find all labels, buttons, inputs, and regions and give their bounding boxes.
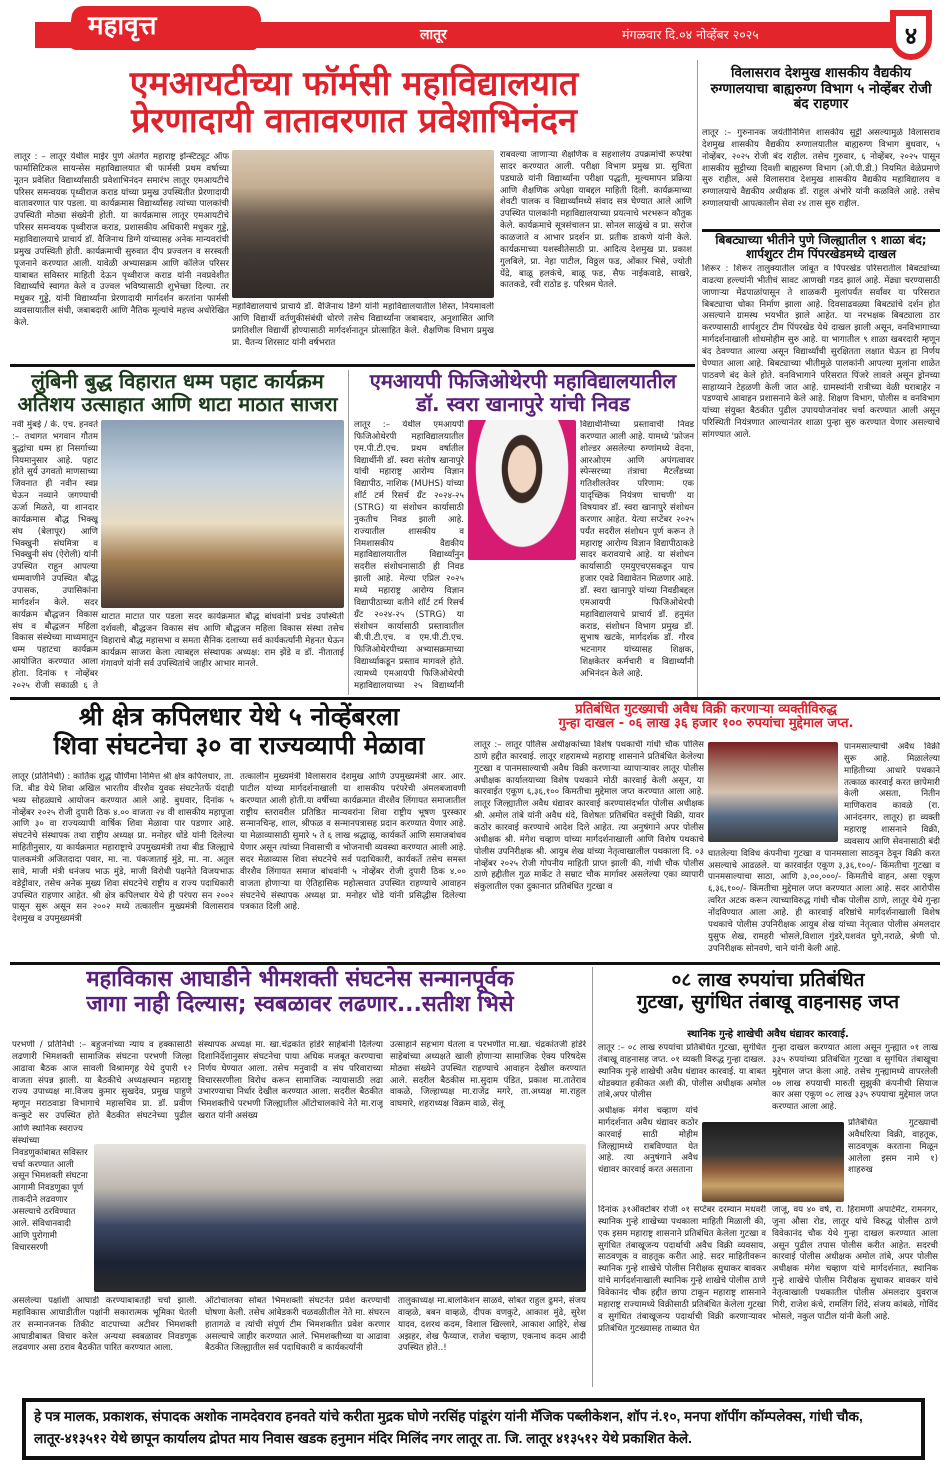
divider: [702, 229, 940, 232]
kapildhar-headline-line2: शिवा संघटनेचा ३० वा राज्यव्यापी मेळावा: [53, 730, 425, 760]
bhimshakti-headline-line1: महाविकास आघाडीने भीमशक्ती संघटनेस सन्मानपूर्वक: [86, 967, 514, 992]
bhimshakti-photo-meeting: [94, 1144, 586, 1292]
divider: [10, 364, 695, 367]
edition-city: लातूर: [420, 27, 447, 43]
gutkha-lcb-body-bottom-left: दिनांक ३१ऑक्टोबर रोजी ०१ सप्टेंबर दरम्यान मधवरी स्थानिक गुन्हे शाखेच्या पथकाला माहिती मिळाली की, एक इसम महाराष्ट्र शासनाने प्रतिबंधित केलेला गुटखा व सुगंधित तंबाखूजन्य पदार्थाची अवैध विक्री व्यवसाय, साठवणूक व वाहतूक करीत आहे. सदर माहितीवरून स्थानिक गुन्हे शाखेचे पोलीस निरीक्षक सुधाकर बावकर यांचे मार्गदर्शनाखाली स्थानिक गुन्हे शाखेचे पोलीस ठाणे विवेकानंद चौक हद्दीत छापा टाकून महाराष्ट्र शासनाने महाराष्ट्र राज्यामध्ये विक्रीसाठी प्रतिबंधित केलेला गुटखा व सुगंधित तंबाखूजन्य पदार्थाची विक्री करणाऱ्यावर प्रतिबंधित गुटख्यासह ताब्यात घेत: [598, 1205, 766, 1334]
bhimshakti-headline-line2: जागा नाही दिल्यास; स्वबळावर लढणार...सतीश भिसे: [86, 992, 514, 1018]
hospital-body: लातूर :– गुरुनानक जयंतीनिमित्त शासकीय सुट्टी असल्यामुळे विलासराव देशमुख शासकीय वैद्यकीय रुग्णालयातील बाह्यरुग्ण विभाग बुधवार, ५ नोव्हेंबर, २०२५ रोजी बंद राहील. तसेच गुरुवार, ६ नोव्हेंबर, २०२५ पासून शासकीय सुट्टीच्या दिवशी बाह्यरुग्ण विभाग (ओ.पी.डी.) नियमित वेळेप्रमाणे सुरु राहील, असे विलासराव देशमुख शासकीय वैद्यकीय महाविद्यालय व रुग्णालयाचे वैद्यकीय अधीक्षक डॉ. राहूल अंभोरे यांनी कळविले आहे. तसेच रुग्णालयाची आपत्कालीन सेवा २४ तास सुरु राहील.: [702, 128, 940, 210]
gutkha-lcb-photo-seizure: [702, 1122, 844, 1202]
leopard-headline: बिबट्याच्या भीतीने पुणे जिल्ह्यातील ९ शाळा बंद; शार्पशुटर टीम पिंपरखेडमध्ये दाखल: [715, 233, 927, 261]
bhimshakti-body-col2-bottom: ऑटोचालका सोबत भिमशक्ती संघटनेत प्रवेश करण्याची घोषणा केली. तसेच आंबेडकरी चळवळीतील नेते मा. संघरत्न हातागळे व त्यांची संपूर्ण टीम भिमशक्तीत प्रवेश करणार असल्याचे जाहीर करण्यात आले. भिमशक्तीच्या या आढावा बैठकीत जिल्ह्यातील सर्व पदाधिकारी व कार्यकर्त्यांनी: [205, 1296, 390, 1354]
gutkha-latur-photo-police: [708, 742, 838, 842]
divider: [10, 962, 940, 965]
divider: [10, 697, 940, 700]
lumbini-headline-line1: लुंबिनी बुद्ध विहारात धम्म पहाट कार्यक्रम: [31, 369, 324, 393]
lead-body-mid: महाविद्यालयाचे प्राचार्य डॉ. वैजिनाथ डिग्गे यांनी महाविद्यालयातील शिस्त, नियमावली आणि विद्यार्थी वर्तणुकीसंबंधी धोरणे तसेच विद्यार्थ्यांना जबाबदार, अनुशासित आणि प्रगतिशील विद्यार्थी होण्यासाठी मार्गदर्शनातून प्रोत्साहित केले. शैक्षणिक विभाग प्रमुख प्रा. चैतन्य शिरसाट यांनी वर्षभरात: [232, 302, 494, 348]
gutkha-lcb-body-left-side: अधीक्षक मंगेश चव्हाण यांचे मार्गदर्शनात अवैध धंद्यावर कठोर कारवाई साठी मोहीम जिल्ह्यामध्ये राबविण्यात येत आहे. त्या अनुषंगाने अवैध धंद्यावर कारवाई करत असताना: [598, 1106, 698, 1176]
lumbini-body-left: नवी मुंबई / के. एच. हनवते :– तथागत भगवान गौतम बुद्धांचा धम्म हा निसर्गाच्या नियमानुसार आहे. पहाट होते सुर्य उगवतो माणसाच्या जिवनात ही नवीन स्वप्न घेऊन नव्याने जगण्याची ऊर्जा मिळते, या शानदार कार्यक्रमास बौद्ध भिक्खू संघ (बेलापूर) आणि भिक्खुनी संघमित्रा व भिक्खुनी संघ (ऐरोली) यांनी उपस्थित राहून आपल्या धम्मवाणीने उपस्थित बौद्ध उपासक, उपासिकांना मार्गदर्शन केले. सदर कार्यक्रम बौद्धजन विकास संघ व बौद्धजन महिला विकास संस्थेच्या माध्यमातून धम्म पहाटचा कार्यक्रम आयोजित करण्यात आला होता. दिनांक १ नोव्हेंबर २०२५ रोजी सकाळी ६ ते: [12, 420, 98, 691]
lumbini-headline-line2: अतिशय उत्साहात आणि थाटा माठात साजरा: [17, 392, 338, 416]
gutkha-lcb-body-left-top: लातूर :– ०८ लाख रुपयांचा प्रतिबंधित गुटखा, सुगंधित तंबाखू वाहनासह जप्त. ०१ व्यक्ती विरुद्ध गुन्हा दाखल. स्थानिक गुन्हे शाखेची अवैध धंद्यावर कारवाई. या बाबत थोडक्यात हकीकत अशी की, पोलीस अधीक्षक अमोल तांबे,अपर पोलीस: [598, 1043, 766, 1101]
kapildhar-headline: [10, 703, 468, 761]
gutkha-lcb-headline-line1: ०८ लाख रुपयांचा प्रतिबंधित: [671, 969, 865, 991]
gutkha-lcb-headline: [596, 970, 940, 1014]
gutkha-lcb-body-right-side: प्रतिबंधित गुटख्याची अवैधरित्या विक्री, वाहतूक, साठवणूक करताना मिळून आलेला इसम नामे १) शाहरुख: [848, 1118, 938, 1176]
gutkha-latur-headline: [472, 703, 940, 731]
gutkha-lcb-subhead: स्थानिक गुन्हे शाखेची अवैध धंद्यावर कारवाई.: [687, 1029, 849, 1040]
kapildhar-headline-line1: श्री क्षेत्र कपिलधार येथे ५ नोव्हेंबरला: [78, 702, 400, 731]
bhimshakti-body-col3-bottom: तालुकाध्यक्ष मा.बालकिशन साळवे, सोबत राहुल ढुमने, संजय वाव्हळे, बबन वाव्हळे, दीपक वणकुटे, आकाश मुंढे, सुरेश यादव, दशरथ कदम, विशाल खिल्लारे, आकाश आहिरे, शेख अझहर, शेख फैय्याज, राजेश चव्हाण, एकनाथ कदम आदी उपस्थित होते..!: [398, 1296, 586, 1354]
gutkha-lcb-body-right-top: गुन्हा दाखल करण्यात आला असून गुन्ह्यात ०१ लाख ३३५ रुपयांच्या प्रतिबंधित गुटखा व सुगंधित तंबाखूचा मुद्देमाल जप्त केला आहे. तसेच गुन्ह्यामध्ये वापरलेली ०७ लाख रुपयाची मारुती सुझुकी कंपनीची सियाज कार असा एकूण ०८ लाख ३३५ रुपयाचा मुद्देमाल जप्त करण्यात आला आहे.: [772, 1043, 938, 1113]
gutkha-latur-body-right-top: पानमसाल्याची अवैध विक्री सुरू आहे. मिळालेल्या माहितीच्या आधारे पथकाने तत्काळ कारवाई करत छापेमारी केली असता, नितीन माणिकराव कावळे (रा. आनंदनगर, लातूर) हा व्यक्ती महाराष्ट्र शासनाने विक्री, व्यवसाय आणि: [844, 742, 940, 847]
bhimshakti-body-col2-top: संस्थापक अध्यक्ष मा. खा.चंद्रकांत हांडेरे साहेबांनी दिलेल्या दिशानिर्देशानुसार संघटनेचा पाया अधिक मजबूत करण्याचा निर्णय घेण्यात आला. तसेच मनुवादी व संघ परिवाराच्या विचारसरणीला विरोध करून सामाजिक न्यायासाठी लढा उभारण्याचा निर्धार देखील करण्यात आला. सदरील बैठकीत भिमशक्तीचे परभणी जिल्ह्यातील ऑटोचालकांचे नेते मा.राजू खरात यांनी असंख्य: [198, 1040, 383, 1122]
lumbini-photo-event: [101, 420, 344, 608]
physio-body-right: विद्यार्थीनीच्या प्रस्तावाची निवड करण्यात आली आहे. यामध्ये 'फ्रोजन शोल्डर असलेल्या रुग्णांमध्ये वेदना, आरओएम आणि अपंगत्वावर स्पेन्सरच्या तंत्राचा मैटलँडच्या गतिशीलतेवर परिणाम: एक यादृच्छिक नियंत्रण चाचणी' या विषयावर डॉ. स्वरा खानापुरे संशोधन करणार आहेत. येत्या सप्टेंबर २०२५ पर्यंत सदरील संशोधन पूर्ण करून ते महाराष्ट्र आरोग्य विज्ञान विद्यापीठाकडे सादर करावयाचे आहे. या संशोधन कार्यासाठी एमयुएचएसकडून पाच हजार एवढे विद्यावेतन मिळणार आहे. डॉ. स्वरा खानापुरे यांच्या निवडीबद्दल एमआयपी फिजिओथेरपी महाविद्यालयाचे प्राचार्य डॉ. हनुमंत कराड, संशोधन विभाग प्रमुख डॉ. सुभाष खटके, मार्गदर्शक डॉ. गौरव भटनागर यांच्यासह शिक्षक, शिक्षकेतर कर्मचारी व विद्यार्थ्यांनी अभिनंदन केले आहे.: [580, 420, 694, 680]
lead-photo-classroom: [232, 150, 494, 298]
lead-body-left: लातूर : – लातूर येथील माईर पुणे अंतर्गत महाराष्ट्र इन्स्टिट्यूट ऑफ फार्मासिटिकल सायन्सेस महाविद्यालयात बी फार्मसी प्रथम वर्षाच्या नूतन प्रवेशित विद्यार्थ्यांसाठी प्रवेशाभिनंदन समारंभ लातूर एमआयटीचे परिसर समन्वयक पृथ्वीराज कराड यांच्या प्रमुख उपस्थितीत प्रेरणादायी वातावरणात पार पडला. या कार्यक्रमास विद्यार्थ्यांसह त्यांच्या पालकांची उपस्थिती मोठ्या संख्येनी होती. या कार्यक्रमास लातूर एमआयटीचे परिसर समन्वयक पृथ्वीराज कराड, प्रशासकीय अधिकारी मधुकर गुड्डे, महाविद्यालयाचे प्राचार्य डॉ. वैजिनाथ डिग्गे यांच्यासह अनेक मान्यवरांची प्रमुख उपस्थिती होती. कार्यक्रमाची सुरुवात दीप प्रज्वलन व सरस्वती पूजनाने करण्यात आली. यावेळी अभ्यासक्रम आणि कॉलेज परिसर याबाबत सविस्तर माहिती देऊन पृथ्वीराज कराड यांनी नवप्रवेशीत विद्यार्थ्यांचे स्वागत केले व उज्वल भविष्यासाठी शुभेच्छा दिल्या. तर मधुकर गुड्डे, यांनी विद्यार्थ्यांना प्रेरणादायी मार्गदर्शन करतांना फार्मसी व्यवसायातील संधी, जबाबदारी आणि नैतिक मूल्यांचे महत्त्व अधोरेखित केले.: [14, 152, 229, 329]
physio-photo-portrait: [468, 420, 576, 560]
bhimshakti-body-col3-top: उत्साहाने सहभाग घेतला व परभणीत मा.खा. चंद्रकांतजी हांडेरे साहेबांच्या अध्यक्षते खाली होणाऱ्या सामाजिक ऐक्य परिषदेस मोठ्या संख्येने उपस्थित राहण्याचे आवाहन देखील करण्यात आले. सदरील बैठकीस मा.सुदाम पंडित, प्रकाश मा.तातेराव वाकळे, जिल्हाध्यक्ष मा.राजेंद्र मगरे, ता.अध्यक्ष मा.राहुल वाघमारे, शहराध्यक्ष विक्रम वाळे, सेलू: [390, 1040, 586, 1110]
column-divider: [592, 967, 593, 1387]
imprint-text: हे पत्र मालक, प्रकाशक, संपादक अशोक नामदेवराव हनवते यांचे करीता मुद्रक घोणे नरसिंह पांडूरंग यांनी मॅजिक पब्लीकेशन, शॉप नं.१०, मनपा शॉपींग कॉम्पलेक्स, गांधी चौक, लातूर-४१३५१२ येथे छापून कार्यालय द्रोपत माय निवास खडक हनुमान मंदिर मिलिंद नगर लातूर ता. जि. लातूर ४१३५१२ येथे प्रकाशित केले.: [34, 1409, 863, 1446]
gutkha-latur-body-right: [708, 742, 940, 958]
newspaper-logo: महावृत्त: [88, 11, 157, 41]
gutkha-latur-body-left: लातूर :– लातूर पोलिस अधीक्षकांच्या विशेष पथकाची गांधी चौक पोलिस ठाणे हद्दीत कारवाई. लातूर शहरामध्ये महाराष्ट्र शासनाने प्रतिबंधित केलेल्या गुटखा व पानमसाल्याची अवैध विक्री करणाऱ्या व्यापाऱ्यावर लातूर पोलीस अधीक्षक कार्यालयाच्या विशेष पथकाने मोठी कारवाई केली असून, या कारवाईत एकूण ६,३६,१०० किमतीचा मुद्देमाल जप्त करण्यात आला आहे. लातूर जिल्ह्यातील अवैध धंद्यावर कारवाई करण्यासंदर्भात पोलीस अधीक्षक श्री. अमोल तांबे यांनी अवैध धंदे, विशेषतः प्रतिबंधित वस्तूंची विक्री, यावर कठोर कारवाई करण्याचे आदेश दिले आहेत. त्या अनुषंगाने अपर पोलीस अधीक्षक श्री. मंगेश चव्हाण यांच्या मार्गदर्शनाखाली आणि विशेष पथकाचे पोलीस उपनिरीक्षक श्री. आयुब शेख यांच्या नेतृत्वाखालील पथकाला दि. ०३ नोव्हेंबर २०२५ रोजी गोपनीय माहिती प्राप्त झाली की, गांधी चौक पोलीस ठाणे हद्दीतील गुळ मार्केट ते सम्राट चौक मार्गावर असलेल्या एका व्यापारी संकुलातील एका दुकानात प्रतिबंधित गुटखा व: [474, 740, 704, 893]
physio-headline: [352, 370, 694, 416]
leopard-body: शिरूर : शिरूर तालुक्यातील जांबूत व पिंपरखेड परिसरातील बिबट्यांच्या वाढत्या हल्ल्यांनी भीतीचं सावट आणखी गडद झालं आहे. मेंढ्या चरण्यासाठी जाणाऱ्या मेंढपाळांपासून ते शाळकरी मुलांपर्यंत सर्वांवर या परिसरात बिबट्याचा धोका निर्माण झाला आहे. दिवसाढवळ्या बिबट्यांचे दर्शन होत असल्याने ग्रामस्थ भयभीत झाले आहेत. या नरभक्षक बिबट्याला ठार करण्यासाठी शार्पशुटर टीम पिंपरखेड येथे दाखल झाली असून, वनविभागाच्या मार्गदर्शनाखाली शोधमोहीम सुरु आहे. या भागातील ९ शाळा खबरदारी म्हणून बंद ठेवण्यात आल्या असून विद्यार्थ्यांची सुरक्षितता लक्षात घेऊन हा निर्णय घेण्यात आला आहे. बिबट्याच्या भीतीमुळे पालकांनी आपल्या मुलांना शाळेत पाठवणे बंद केले होते. वनविभागाने परिसरात पिंजरे लावले असून ड्रोनच्या साहाय्याने टेहळणी केली जात आहे. ग्रामस्थांनी रात्रीच्या वेळी घराबाहेर न पडण्याचे आवाहन प्रशासनाने केले आहे. शिक्षण विभाग, पोलीस व वनविभाग यांच्या संयुक्त बैठकीत पुढील उपाययोजनांवर चर्चा करण्यात आली असून परिस्थिती नियंत्रणात आल्यानंतर शाळा पुन्हा सुरु करण्यात येणार असल्याचे सांगण्यात आले.: [702, 264, 940, 441]
issue-date: मंगळवार दि.०४ नोव्हेंबर २०२५: [622, 27, 759, 42]
lead-headline-line2: प्रेरणादायी वातावरणात प्रवेशाभिनंदन: [131, 100, 577, 141]
hospital-headline: विलासराव देशमुख शासकीय वैद्यकीय रुग्णालयाचा बाह्यरुग्ण विभाग ५ नोव्हेंबर रोजी बंद राहणार: [710, 65, 932, 113]
column-divider: [348, 370, 349, 695]
gutkha-latur-headline-line1: प्रतिबंधित गुटख्याची अवैध विक्री करणाऱ्या व्यक्तीविरुद्ध: [575, 702, 837, 717]
column-divider: [697, 60, 698, 700]
page-number-badge: ४: [890, 10, 932, 60]
gutkha-lcb-headline-line2: गुटखा, सुगंधित तंबाखू वाहनासह जप्त: [636, 990, 900, 1013]
bhimshakti-headline: [10, 967, 590, 1018]
gutkha-lcb-body-bottom-right: जाजू, वय ४० वर्ष, रा. हिरामणी अपार्टमेंट, रामनगर, जुना औसा रोड, लातूर यांचे विरुद्ध पोलीस ठाणे विवेकानंद चौक येथे गुन्हा दाखल करण्यात आला असून पुढील तपास पोलीस करीत आहेत. सदरची कारवाई पोलीस अधीक्षक अमोल तांबे, अपर पोलीस अधीक्षक मंगेश चव्हाण यांचे मार्गदर्शनात, स्थानिक गुन्हे शाखेचे पोलीस निरीक्षक सुधाकर बावकर यांचे नेतृत्वाखाली पथकातील पोलीस अंमलदार युवराज गिरी, राजेश कंचे, रामलिंग शिंदे, संजय कांबळे, गोविंद भोसले, नकुल पाटील यांनी केली आहे.: [772, 1205, 938, 1322]
kapildhar-body-right: तत्कालीन मुख्यमंत्री विलासराव देशमुख आणि उपमुख्यमंत्री आर. आर. पाटील यांच्या मार्गदर्शनाखाली या शासकीय परंपरेची अंमलबजावणी करण्यात आली होती.या वर्षीच्या कार्यक्रमात वीरशैव लिंगायत समाजातील राष्ट्रीय स्तरावरील प्रतिष्ठित मान्यवरांना शिवा राष्ट्रीय भूषण पुरस्कार सन्मानचिन्ह, शाल, श्रीफळ व सन्मानपत्रासह प्रदान करण्यात येणार आहे. या मेळाव्यासाठी सुमारे ५ ते ६ लाख श्रद्धाळू, कार्यकर्ते आणि समाजबांधव येणार असून त्यांच्या निवासाची व भोजनाची व्यवस्था करण्यात आली आहे. सदर मेळाव्यास शिवा संघटनेचे सर्व पदाधिकारी, कार्यकर्ते तसेच समस्त वीरशैव लिंगायत समाज बांधवांनी ५ नोव्हेंबर रोजी दुपारी ठिक ४.०० वाजता होणाऱ्या या ऐतिहासिक महोत्सवात उपस्थित राहण्याचे आवाहन संघटनेचे संस्थापक अध्यक्ष प्रा. मनोहर धोंडे यांनी प्रसिद्धीस दिलेल्या पत्रकात दिली आहे.: [240, 772, 466, 913]
gutkha-latur-body-right-rest: सेवनासाठी बंदी घातलेल्या विविध कंपनीचा गुटखा व पानमसाला साठवून ठेवून विक्री करत असल्याचे आढळले. या कारवाईत एकूण ३,३६,१००/- किंमतीचा गुटखा व पानमसाल्याचा साठा, आणि ३,००,०००/- किमतीचे वाहन, असा एकूण ६,३६,१००/- किंमतीचा मुद्देमाल जप्त करण्यात आला आहे. सदर आरोपीस त्वरित अटक करून त्याच्याविरुद्ध गांधी चौक पोलीस ठाणे, लातूर येथे गुन्हा नोंदविण्यात आला आहे. ही कारवाई वरिष्ठांचे मार्गदर्शनाखाली विशेष पथकाचे पोलीस उपनिरीक्षक आयुब शेख यांच्या नेतृत्वात पोलीस अंमलदार युसुफ शेख, रामहरी भोसले,विशाल गुंडरे,यशवंत घुगे,नराळे, श्रेणी पो. उपनिरीक्षक सोनवणे, चाने यांनी केली आहे.: [708, 836, 940, 954]
lead-body-right: राबवल्या जाणाऱ्या शैक्षणिक व सहशालेय उपक्रमांची रूपरेषा सादर करण्यात आली. परीक्षा विभाग प्रमुख प्रा. सुचिता पडघाळे यांनी विद्यार्थ्यांना परीक्षा पद्धती, मूल्यमापन प्रक्रिया आणि शैक्षणिक अपेक्षा याबद्दल माहिती दिली. कार्यक्रमाच्या शेवटी पालक व विद्यार्थ्यांमध्ये संवाद सत्र घेण्यात आले आणि उपस्थित पालकांनी महाविद्यालयाच्या प्रयत्नाचे भरभरून कौतुक केले. कार्यक्रमाचे सूत्रसंचालन प्रा. सोनल साळुंखे व प्रा. सरोज काळजाते व आभार प्रदर्शन प्रा. प्रतीक डाकणे यांनी केले. कार्यक्रमाच्या यशस्वीतेसाठी प्रा. आदित्य देशमुख प्रा. प्रकाश गुलबिले, प्रा. नेहा पाटील, विठ्ठल फड, ओंकार भिसे, ज्योती येंद्रे, बाळू हलकंचे, बाळू फड, सैफ नाईकवाडे, साखरे, कातकडे, रवी राठोड इ. परिश्रम घेतले.: [500, 150, 692, 291]
bhimshakti-body-col1-bottom: असलेल्या पक्षांशी आघाडी करण्याबाबतही चर्चा झाली. महाविकास आघाडीतील पक्षांनी सकारात्मक भूमिका घेतली तर सन्मानजनक तिकीट वाटपाच्या अटीवर भिमशक्ती आघाडीबाबत विचार करेल अन्यथा स्वबळावर निवडणूक लढवणार असा ठराव बैठकीत पारित करण्यात आला.: [12, 1296, 197, 1354]
gutkha-latur-headline-line2: गुन्हा दाखल - ०६ लाख ३६ हजार १०० रुपयांचा मुद्देमाल जप्त.: [558, 716, 854, 732]
lead-headline: [14, 66, 694, 139]
lumbini-headline: [10, 370, 345, 416]
bhimshakti-body-col1-side: आणि स्थानिक स्वराज्य संस्थांच्या निवडणुकांबाबत सविस्तर चर्चा करण्यात आली असून भिमशक्ती संघटना आगामी निवडणुका पूर्ण ताकदीने लढवणार असल्याचे ठरविण्यात आले. संविधानवादी आणि पुरोगामी विचारसरणी: [12, 1124, 88, 1253]
physio-headline-line2: डॉ. स्वरा खानापुरे यांची निवड: [416, 392, 630, 416]
bhimshakti-body-col1-top: परभणी / प्रतिनिधी :– बहुजनांच्या न्याय व हक्कासाठी लढणारी भिमशक्ती सामाजिक संघटना परभणी जिल्हा आढावा बैठक आज सावली विश्रामगृह येथे दुपारी १२ वाजता संपन्न झाली. या बैठकीचे अध्यक्षस्थान महाराष्ट्र राज्य उपाध्यक्ष मा.विजय कुमार सुखदेव, प्रमुख पाहुणे म्हणून मराठवाडा विभागाचे महासचिव प्रा. डॉ. प्रवीण कन्कुटे सर उपस्थित होते बैठकीत संघटनेच्या पुढील: [12, 1040, 192, 1122]
imprint-box: [22, 1398, 925, 1460]
physio-headline-line1: एमआयपी फिजिओथेरपी महाविद्यालयातील: [369, 369, 677, 393]
lead-headline-line1: एमआयटीच्या फॉर्मसी महाविद्यालयात: [129, 64, 579, 104]
kapildhar-body-left: लातूर (प्रतिनिधी) : कार्तिक शुद्ध पौर्णिमा निमित्त श्री क्षेत्र कपिलधार, ता. जि. बीड येथे शिवा अखिल भारतीय वीरशैव युवक संघटनेतर्फे यंदाही भव्य सोहळ्याचे आयोजन करण्यात आले आहे. बुधवार, दिनांक ५ नोव्हेंबर २०२५ रोजी दुपारी ठिक ४.०० वाजता २४ वी शासकीय महापूजा आणि ३० वा राज्यव्यापी वार्षिक शिवा मेळावा पार पडणार आहे. संघटनेचे संस्थापक तथा राष्ट्रीय अध्यक्ष प्रा. मनोहर धोंडे यांनी दिलेल्या माहितीनुसार, या कार्यक्रमात महाराष्ट्राचे उपमुख्यमंत्री तथा बीड जिल्ह्याचे पालकमंत्री अजितदादा पवार, मा. ना. पंकजाताई मुंडे, मा. ना. अतुल सावे, माजी मंत्री धनंजय भाऊ मुंडे, माजी विरोधी पक्षनेते विजयभाऊ वडेट्टीवार, तसेच अनेक मुख्य शिवा संघटनेचे राष्ट्रीय व राज्य पदाधिकारी उपस्थित राहणार आहेत. श्री क्षेत्र कपिलधार येथे ही परंपरा सन २००२ पासून सुरू असून सन २००२ मध्ये तत्कालीन मुख्यमंत्री विलासराव देशमुख व उपमुख्यमंत्री: [12, 772, 234, 925]
masthead: [0, 0, 945, 62]
lumbini-body-right: थाटात माटात पार पडला सदर कार्यक्रमात बौद्ध बांधवांनी प्रचंड उपस्थिती दर्शवली, बौद्धजन विकास संघ आणि बौद्धजन महिला विकास संस्था तसेच विहाराचे बौद्ध महासभा व समता सैनिक दलाच्या सर्व कार्यकर्त्यांनी मेहनत घेऊन कार्यक्रम साजरा केला त्याबद्दल संस्थापक अध्यक्ष: राम झेंडे व डॉ. नीताताई गंगावणे यांनी सर्व उपस्थितांचे जाहीर आभार मानले.: [101, 612, 344, 670]
physio-body-left: लातूर :– येथील एमआयपी फिजिओथेरपी महाविद्यालयातील एम.पी.टी.एच. प्रथम वर्षातील विद्यार्थीनी डॉ. स्वरा संतोष खानापुरे यांची महाराष्ट्र आरोग्य विज्ञान विद्यापीठ, नाशिक (MUHS) यांच्या शॉर्ट टर्म रिसर्च ग्रँट २०२४-२५ (STRG) या संशोधन कार्यासाठी नुकतीच निवड झाली आहे. राज्यातील शासकीय व निमशासकीय वैद्यकीय महाविद्यालयातील विद्यार्थ्यांनुन सदरील संशोधनासाठी ही निवड झाली आहे. मेल्या एप्रिल २०२५ मध्ये महाराष्ट्र आरोग्य विज्ञान विद्यापीठाच्या वतीने शॉर्ट टर्म रिसर्च ग्रँट २०२४-२५ (STRG) या संशोधन कार्यासाठी प्रस्तावातील बी.पी.टी.एच. व एम.पी.टी.एच. फिजिओथेरपीच्या अभ्यासक्रमाच्या विद्यार्थ्याकडून प्रस्ताव मागवले होते. त्यामध्ये एमआयपी फिजिओथेरपी महाविद्यालयाच्या २५ विद्यार्थ्यांनी: [354, 420, 464, 691]
